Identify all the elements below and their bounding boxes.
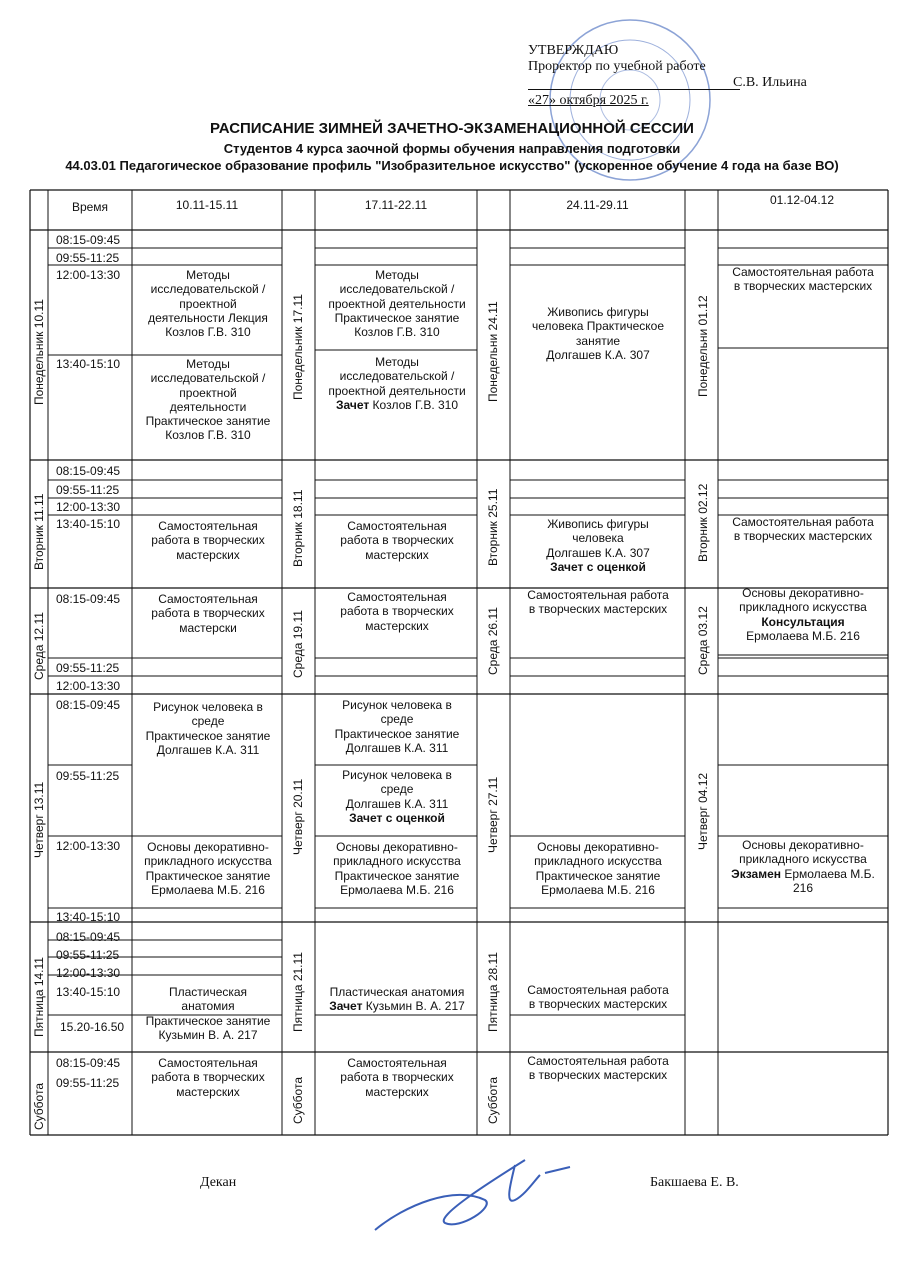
class-cell: Методы исследовательской / проектной деятельности Практическое занятие Козлов Г.В. 310: [328, 268, 466, 340]
class-cell: Основы декоративно- прикладного искусства Экзамен Ермолаева М.Б. 216: [731, 838, 875, 895]
week-header-2: 17.11-22.11: [364, 198, 428, 212]
week-header-1: 10.11-15.11: [175, 198, 239, 212]
week-header-4: 01.12-04.12: [769, 193, 835, 207]
class-cell: Методы исследовательской / проектной деятельности Зачет Козлов Г.В. 310: [328, 355, 466, 412]
class-cell: Самостоятельная работа в творческих мастерских: [340, 519, 454, 562]
class-cell: Основы декоративно- прикладного искусства Консультация Ермолаева М.Б. 216: [739, 586, 867, 643]
approve-word: УТВЕРЖДАЮ: [528, 43, 619, 58]
time-slot: 08:15-09:45: [56, 1056, 121, 1070]
day-label: Понедельник 17.11: [291, 294, 305, 400]
day-label: Понедельник 10.11: [32, 299, 46, 405]
class-cell: Рисунок человека в среде Долгашев К.А. 311 Зачет с оценкой: [342, 768, 452, 825]
class-cell: Основы декоративно- прикладного искусства Практическое занятие Ермолаева М.Б. 216: [534, 840, 662, 897]
time-slot: 09:55-11:25: [56, 661, 120, 675]
class-cell: Методы исследовательской / проектной деятельности Лекция Козлов Г.В. 310: [148, 268, 268, 340]
day-label: Четверг 04.12: [696, 772, 710, 850]
class-cell: Основы декоративно- прикладного искусства Практическое занятие Ермолаева М.Б. 216: [144, 840, 272, 897]
signature: [365, 1145, 585, 1245]
day-label: Суббота: [291, 1077, 305, 1124]
page-subtitle-2: 44.03.01 Педагогическое образование профиль "Изобразительное искусство" (ускоренное обучение 4 года на базе ВО): [65, 158, 839, 173]
time-slot: 09:55-11:25: [56, 251, 120, 265]
day-label: Суббота: [486, 1077, 500, 1124]
class-cell: Самостоятельная работа в творческих мастерских: [340, 590, 454, 633]
class-cell: Рисунок человека в среде Практическое занятие Долгашев К.А. 311: [145, 700, 271, 757]
time-slot: 08:15-09:45: [56, 930, 121, 944]
week-header-3: 24.11-29.11: [566, 198, 629, 212]
time-slot: 08:15-09:45: [56, 592, 121, 606]
day-label: Вторник 02.12: [696, 483, 710, 562]
time-slot: 12:00-13:30: [56, 679, 121, 693]
approve-position: Проректор по учебной работе: [528, 59, 706, 74]
day-label: Вторник 25.11: [486, 488, 500, 566]
class-cell: Самостоятельная работа в творческих мастерских: [151, 1056, 265, 1099]
day-label: Среда 19.11: [291, 610, 305, 678]
day-label: Понедельни 24.11: [486, 301, 500, 402]
time-slot: 09:55-11:25: [56, 483, 120, 497]
time-slot: 08:15-09:45: [56, 233, 121, 247]
class-cell: Самостоятельная работа в творческих мастерских: [527, 588, 669, 617]
time-slot: 09:55-11:25: [56, 769, 120, 783]
class-cell: Пластическая анатомия Зачет Кузьмин В. А. 217: [329, 985, 465, 1014]
time-slot: 15.20-16.50: [60, 1020, 125, 1034]
time-slot: 12:00-13:30: [56, 500, 121, 514]
class-cell: Самостоятельная работа в творческих мастерских: [151, 519, 265, 562]
class-cell: Живопись фигуры человека Долгашев К.А. 307 Зачет с оценкой: [546, 517, 650, 574]
class-cell: Самостоятельная работа в творческих мастерских: [527, 1054, 669, 1083]
time-slot: 08:15-09:45: [56, 698, 121, 712]
class-cell: Пластическая анатомия Практическое занятие Кузьмин В. А. 217: [145, 985, 271, 1042]
day-label: Четверг 27.11: [486, 776, 500, 853]
day-label: Четверг 13.11: [32, 781, 46, 858]
class-cell: Методы исследовательской / проектной деятельности Практическое занятие Козлов Г.В. 310: [145, 357, 271, 443]
dean-name: Бакшаева Е. В.: [650, 1175, 739, 1190]
class-cell: Самостоятельная работа в творческих мастерских: [527, 983, 669, 1012]
class-cell: Самостоятельная работа в творческих мастерских: [340, 1056, 454, 1099]
approve-name: С.В. Ильина: [733, 75, 807, 90]
day-label: Понедельни 01.12: [696, 295, 710, 397]
time-slot: 12:00-13:30: [56, 268, 121, 282]
day-label: Пятница 14.11: [32, 957, 46, 1037]
time-slot: 12:00-13:30: [56, 839, 121, 853]
dean-label: Декан: [200, 1175, 237, 1190]
time-slot: 13:40-15:10: [56, 517, 121, 531]
time-slot: 09:55-11:25: [56, 948, 120, 962]
day-label: Среда 26.11: [486, 607, 500, 675]
day-label: Пятница 21.11: [291, 952, 305, 1032]
day-label: Суббота: [32, 1083, 46, 1130]
time-slot: 09:55-11:25: [56, 1076, 120, 1090]
day-label: Среда 12.11: [32, 612, 46, 680]
page-subtitle-1: Студентов 4 курса заочной формы обучения направления подготовки: [223, 141, 681, 156]
page-title: РАСПИСАНИЕ ЗИМНЕЙ ЗАЧЕТНО-ЭКЗАМЕНАЦИОННОЙ СЕССИИ: [210, 120, 694, 137]
class-cell: Самостоятельная работа в творческих мастерски: [151, 592, 265, 635]
day-label: Четверг 20.11: [291, 778, 305, 855]
time-slot: 13:40-15:10: [56, 357, 121, 371]
time-slot: 08:15-09:45: [56, 464, 121, 478]
time-slot: 13:40-15:10: [56, 985, 121, 999]
class-cell: Живопись фигуры человека Практическое занятие Долгашев К.А. 307: [532, 305, 664, 362]
day-label: Среда 03.12: [696, 606, 710, 675]
time-header: Время: [71, 200, 109, 214]
class-cell: Основы декоративно- прикладного искусства Практическое занятие Ермолаева М.Б. 216: [333, 840, 461, 897]
class-cell: Самостоятельная работа в творческих мастерских: [732, 515, 874, 544]
class-cell: Рисунок человека в среде Практическое занятие Долгашев К.А. 311: [334, 698, 460, 755]
approve-date: «27» октября 2025 г.: [528, 93, 649, 108]
time-slot: 13:40-15:10: [56, 910, 121, 924]
class-cell: Самостоятельная работа в творческих мастерских: [732, 265, 874, 294]
day-label: Пятница 28.11: [486, 952, 500, 1032]
day-label: Вторник 18.11: [291, 489, 305, 567]
time-slot: 12:00-13:30: [56, 966, 121, 980]
day-label: Вторник 11.11: [32, 493, 46, 570]
